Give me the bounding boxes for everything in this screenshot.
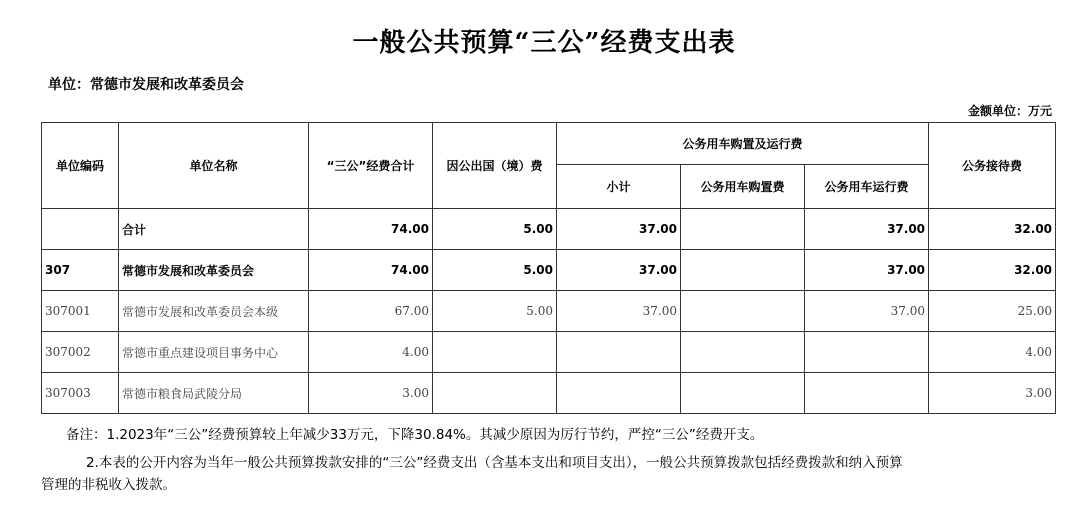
header-vehicle-group: 公务用车购置及运行费 bbox=[557, 123, 929, 165]
cell-abroad: 5.00 bbox=[433, 250, 557, 291]
cell-reception: 25.00 bbox=[929, 291, 1056, 332]
cell-subtotal bbox=[557, 373, 681, 414]
cell-reception: 4.00 bbox=[929, 332, 1056, 373]
cell-total: 4.00 bbox=[309, 332, 433, 373]
cell-running bbox=[805, 332, 929, 373]
cell-subtotal bbox=[557, 332, 681, 373]
cell-reception: 32.00 bbox=[929, 209, 1056, 250]
header-abroad: 因公出国（境）费 bbox=[433, 123, 557, 209]
header-running: 公务用车运行费 bbox=[805, 165, 929, 209]
cell-abroad: 5.00 bbox=[433, 209, 557, 250]
cell-running: 37.00 bbox=[805, 209, 929, 250]
cell-purchase bbox=[681, 209, 805, 250]
cell-abroad: 5.00 bbox=[433, 291, 557, 332]
cell-reception: 32.00 bbox=[929, 250, 1056, 291]
header-purchase: 公务用车购置费 bbox=[681, 165, 805, 209]
cell-name: 常德市发展和改革委员会 bbox=[119, 250, 309, 291]
money-unit-label: 金额单位：万元 bbox=[967, 104, 1052, 118]
cell-code: 307002 bbox=[42, 332, 119, 373]
cell-subtotal: 37.00 bbox=[557, 209, 681, 250]
note-line-3: 管理的非税收入拨款。 bbox=[41, 477, 176, 493]
cell-purchase bbox=[681, 250, 805, 291]
header-reception: 公务接待费 bbox=[929, 123, 1056, 209]
header-subtotal: 小计 bbox=[557, 165, 681, 209]
cell-code bbox=[42, 209, 119, 250]
page-title: 一般公共预算“三公”经费支出表 bbox=[352, 28, 736, 58]
header-name: 单位名称 bbox=[119, 123, 309, 209]
cell-subtotal: 37.00 bbox=[557, 291, 681, 332]
table-row bbox=[42, 250, 1056, 291]
cell-running: 37.00 bbox=[805, 250, 929, 291]
cell-abroad bbox=[433, 332, 557, 373]
cell-purchase bbox=[681, 291, 805, 332]
header-code: 单位编码 bbox=[42, 123, 119, 209]
table-row bbox=[42, 332, 1056, 373]
header-total: “三公”经费合计 bbox=[309, 123, 433, 209]
table-row bbox=[42, 291, 1056, 332]
table-row bbox=[42, 373, 1056, 414]
cell-total: 74.00 bbox=[309, 209, 433, 250]
cell-code: 307 bbox=[42, 250, 119, 291]
cell-name: 常德市粮食局武陵分局 bbox=[119, 373, 309, 414]
cell-subtotal: 37.00 bbox=[557, 250, 681, 291]
cell-total: 67.00 bbox=[309, 291, 433, 332]
cell-running: 37.00 bbox=[805, 291, 929, 332]
cell-purchase bbox=[681, 373, 805, 414]
cell-name: 常德市发展和改革委员会本级 bbox=[119, 291, 309, 332]
note-line-1: 备注：1.2023年“三公”经费预算较上年减少33万元，下降30.84%。其减少原因为厉行节约，严控“三公”经费开支。 bbox=[66, 427, 764, 443]
cell-code: 307003 bbox=[42, 373, 119, 414]
cell-total: 74.00 bbox=[309, 250, 433, 291]
unit-label: 单位：常德市发展和改革委员会 bbox=[48, 77, 244, 93]
cell-code: 307001 bbox=[42, 291, 119, 332]
cell-reception: 3.00 bbox=[929, 373, 1056, 414]
cell-name: 常德市重点建设项目事务中心 bbox=[119, 332, 309, 373]
cell-running bbox=[805, 373, 929, 414]
cell-abroad bbox=[433, 373, 557, 414]
note-line-2: 2.本表的公开内容为当年一般公共预算拨款安排的“三公”经费支出（含基本支出和项目支出），一般公共预算拨款包括经费拨款和纳入预算 bbox=[86, 455, 903, 471]
table-row bbox=[42, 209, 1056, 250]
cell-total: 3.00 bbox=[309, 373, 433, 414]
notes-section bbox=[41, 424, 1051, 496]
cell-purchase bbox=[681, 332, 805, 373]
cell-name: 合计 bbox=[119, 209, 309, 250]
expense-table bbox=[41, 122, 1056, 414]
